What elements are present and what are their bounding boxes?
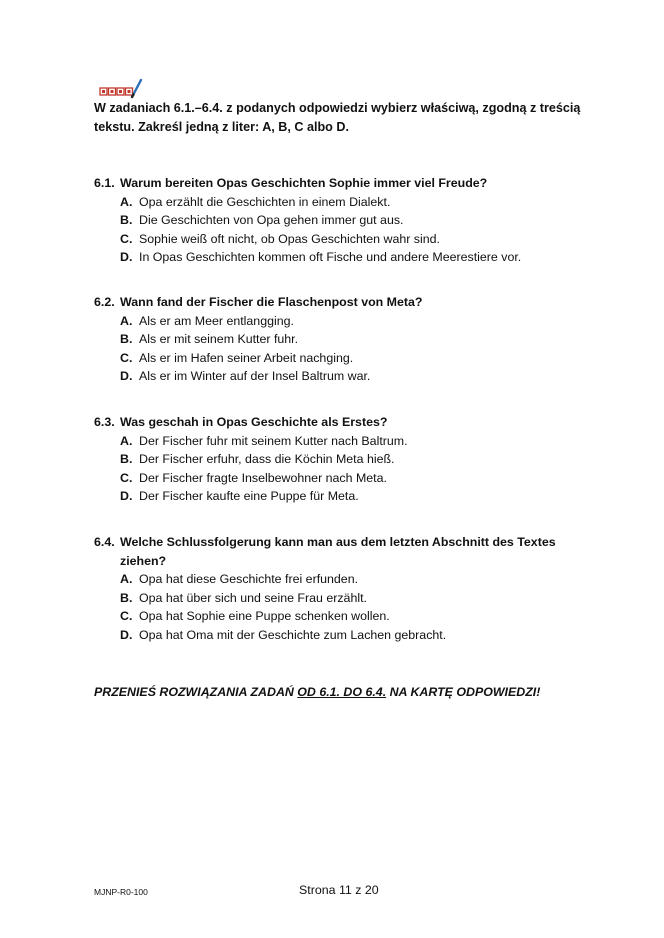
option-text: Der Fischer fuhr mit seinem Kutter nach Baltrum. — [139, 433, 408, 448]
option-letter[interactable]: C. — [120, 350, 133, 365]
answer-option-d[interactable] — [120, 367, 564, 386]
exam-code: MJNP-R0-100 — [94, 887, 148, 897]
answer-option-a[interactable] — [120, 193, 564, 212]
question-number: 6.1. — [94, 176, 115, 190]
answer-option-d[interactable] — [120, 626, 564, 645]
option-letter[interactable]: C. — [120, 609, 133, 623]
option-text: Als er im Winter auf der Insel Baltrum war. — [139, 369, 371, 383]
option-letter[interactable]: B. — [120, 590, 133, 605]
option-text: Opa hat Sophie eine Puppe schenken wollen. — [139, 609, 390, 623]
question-heading — [94, 293, 564, 312]
option-letter[interactable]: B. — [120, 332, 133, 346]
answer-option-b[interactable] — [120, 450, 564, 469]
question-text: Warum bereiten Opas Geschichten Sophie immer viel Freude? — [120, 176, 488, 190]
page-number: Strona 11 z 20 — [299, 883, 379, 897]
transfer-note-part1: PRZENIEŚ ROZWIĄZANIA ZADAŃ — [94, 685, 298, 699]
option-text: Der Fischer fragte Inselbewohner nach Meta. — [139, 470, 387, 485]
option-text: Der Fischer erfuhr, dass die Köchin Meta hieß. — [139, 452, 395, 466]
question-6-2 — [94, 293, 564, 386]
answer-option-a[interactable] — [120, 570, 564, 589]
option-text: Die Geschichten von Opa gehen immer gut aus. — [139, 213, 404, 227]
answer-option-d[interactable] — [120, 487, 564, 506]
answer-option-a[interactable] — [120, 312, 564, 331]
question-number: 6.3. — [94, 415, 115, 429]
option-letter[interactable]: B. — [120, 452, 133, 466]
option-letter[interactable]: D. — [120, 627, 133, 642]
transfer-note-part3: NA KARTĘ ODPOWIEDZI! — [386, 685, 541, 699]
question-6-1 — [94, 174, 564, 267]
option-letter[interactable]: A. — [120, 194, 133, 209]
answer-option-b[interactable] — [120, 330, 564, 349]
option-text: Sophie weiß oft nicht, ob Opas Geschichten wahr sind. — [139, 231, 440, 246]
pencil-task-icon — [99, 78, 143, 100]
option-letter[interactable]: B. — [120, 213, 133, 227]
transfer-note-range: OD 6.1. DO 6.4. — [297, 685, 387, 699]
question-heading — [94, 533, 564, 570]
answer-option-c[interactable] — [120, 230, 564, 249]
question-6-3 — [94, 413, 564, 506]
option-letter[interactable]: C. — [120, 470, 133, 485]
question-text: Was geschah in Opas Geschichte als Erstes? — [120, 415, 388, 429]
option-text: Als er am Meer entlangging. — [139, 313, 294, 328]
question-number: 6.4. — [94, 535, 115, 549]
answer-option-b[interactable] — [120, 589, 564, 608]
answer-option-c[interactable] — [120, 349, 564, 368]
option-text: Opa hat über sich und seine Frau erzählt. — [139, 590, 367, 605]
answer-option-a[interactable] — [120, 432, 564, 451]
question-text: Wann fand der Fischer die Flaschenpost von Meta? — [120, 295, 423, 309]
question-text: Welche Schlussfolgerung kann man aus dem letzten Abschnitt des Textes ziehen? — [120, 535, 556, 568]
option-text: Opa hat Oma mit der Geschichte zum Lachen gebracht. — [139, 627, 447, 642]
task-instruction: W zadaniach 6.1.–6.4. z podanych odpowiedzi wybierz właściwą, zgodną z treścią tekstu. Zakreśl jedną z liter: A, B, C albo D. — [94, 101, 581, 134]
option-letter[interactable]: A. — [120, 313, 133, 328]
answer-option-b[interactable] — [120, 211, 564, 230]
option-letter[interactable]: A. — [120, 433, 133, 448]
question-6-4 — [94, 533, 564, 644]
answer-option-c[interactable] — [120, 607, 564, 626]
option-text: Der Fischer kaufte eine Puppe für Meta. — [139, 489, 359, 503]
question-number: 6.2. — [94, 295, 115, 309]
option-text: In Opas Geschichten kommen oft Fische und andere Meerestiere vor. — [139, 250, 522, 264]
option-text: Als er mit seinem Kutter fuhr. — [139, 332, 299, 346]
answer-option-c[interactable] — [120, 469, 564, 488]
option-text: Opa hat diese Geschichte frei erfunden. — [139, 572, 359, 586]
answer-option-d[interactable] — [120, 248, 564, 267]
option-letter[interactable]: C. — [120, 231, 133, 246]
question-heading — [94, 413, 564, 432]
question-heading — [94, 174, 564, 193]
option-letter[interactable]: A. — [120, 572, 133, 586]
option-text: Opa erzählt die Geschichten in einem Dialekt. — [139, 194, 391, 209]
option-text: Als er im Hafen seiner Arbeit nachging. — [139, 350, 354, 365]
transfer-answers-note — [94, 685, 540, 699]
option-letter[interactable]: D. — [120, 250, 133, 264]
option-letter[interactable]: D. — [120, 369, 133, 383]
option-letter[interactable]: D. — [120, 489, 133, 503]
